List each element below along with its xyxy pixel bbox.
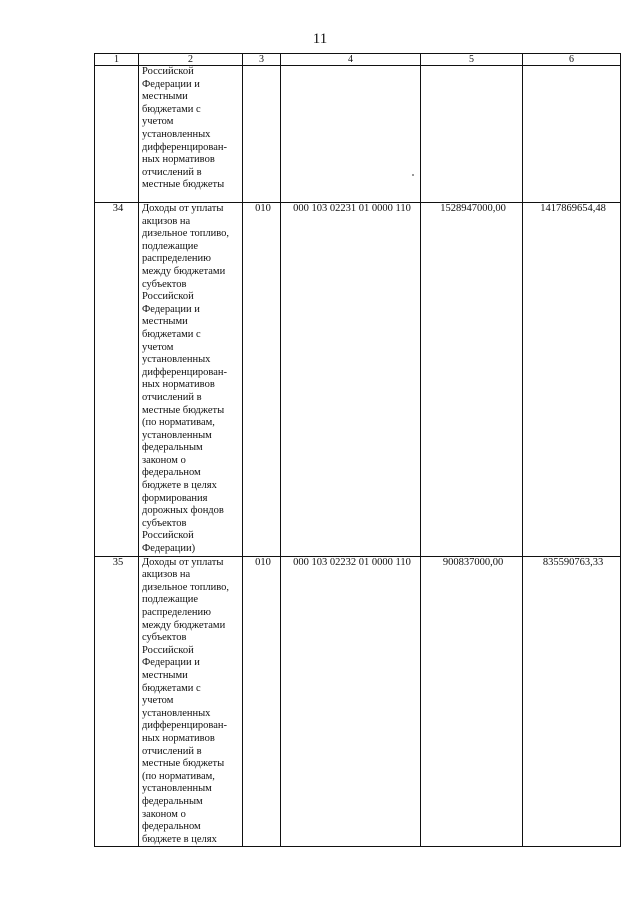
column-header-2: 2 [139,54,243,66]
table-row [95,556,621,847]
income-table [94,53,621,847]
row-plan-cell: 1528947000,00 [421,203,523,557]
column-header-4: 4 [281,54,421,66]
row-kbk-cell: 000 103 02232 01 0000 110 [281,556,421,847]
table-row [95,203,621,557]
row-kbk-cell: 000 103 02231 01 0000 110 [281,203,421,557]
row-code-cell [243,66,281,203]
row-name-cell: Доходы от уплаты акцизов на дизельное топливо, подлежащие распределению между бюджетами субъектов Российской Федерации и местными бюджетами с учетом установленных дифференцирован- ных нормативов отчислений в местные бюджеты (по нормативам, установленным федеральным законом о федеральном бюджете в целях [139,556,243,847]
column-header-1: 1 [95,54,139,66]
table-row-continuation [95,66,621,203]
column-header-6: 6 [523,54,621,66]
row-plan-cell [421,66,523,203]
row-code-cell: 010 [243,203,281,557]
row-code-cell: 010 [243,556,281,847]
row-name-cell: Российской Федерации и местными бюджетами с учетом установленных дифференцирован- ных нормативов отчислений в местные бюджеты [139,66,243,203]
row-kbk-cell [281,66,421,203]
row-fact-cell: 835590763,33 [523,556,621,847]
column-number-row [95,54,621,66]
row-number-cell [95,66,139,203]
row-number-cell: 35 [95,556,139,847]
column-header-5: 5 [421,54,523,66]
row-plan-cell: 900837000,00 [421,556,523,847]
row-name-cell: Доходы от уплаты акцизов на дизельное топливо, подлежащие распределению между бюджетами субъектов Российской Федерации и местными бюджетами с учетом установленных дифференцирован- ных нормативов отчислений в местные бюджеты (по нормативам, установленным федеральным законом о федеральном бюджете в целях формирования дорожных фондов субъектов Российской Федерации) [139,203,243,557]
row-fact-cell: 1417869654,48 [523,203,621,557]
row-number-cell: 34 [95,203,139,557]
scan-speck [412,174,414,176]
page-number: 11 [312,31,328,47]
column-header-3: 3 [243,54,281,66]
row-fact-cell [523,66,621,203]
